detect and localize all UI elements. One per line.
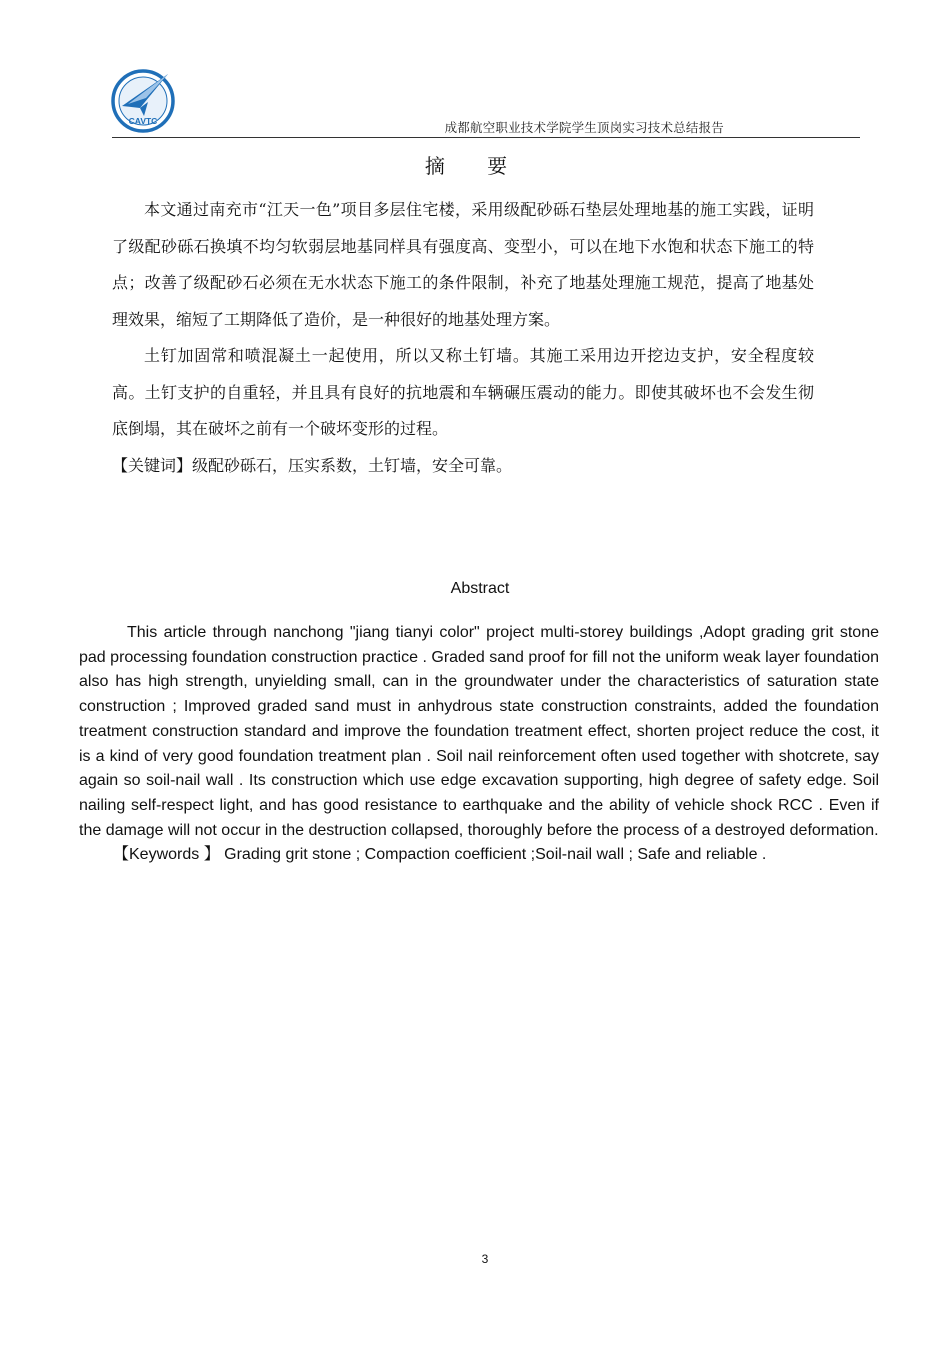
chinese-abstract-title: 摘 要: [424, 154, 526, 178]
english-abstract-title: Abstract: [450, 580, 510, 597]
page-number: 3: [481, 1252, 489, 1266]
header-rule: [112, 137, 860, 138]
header-title: 成都航空职业技术学院学生顶岗实习技术总结报告: [444, 120, 724, 135]
chinese-keywords: 【关键词】级配砂砾石，压实系数，土钉墙，安全可靠。: [112, 455, 513, 475]
logo-text: CAVTC: [128, 116, 158, 126]
english-abstract-paragraph: This article through nanchong "jiang tianyi color" project multi-storey buildings ,Adopt grading grit stone pad processing foundation construction practice . Graded sand proof for fill not the uniform weak layer foundation also has high strength, unyielding small, can in the groundwater under the characteristics of saturation state construction ; Improved graded sand must in anhydrous state construction constraints, added the foundation treatment construction standard and improve the foundation treatment effect, shorten project reduce the cost, it is a kind of very good foundation treatment plan . Soil nail reinforcement often used together with shotcrete, say again so soil-nail wall . Its construction which use edge excavation supporting, high degree of safety edge. Soil nailing self-respect light, and has good resistance to earthquake and the ability of vehicle shock RCC . Even if the damage will not occur in the destruction collapsed, thoroughly before the process of a destroyed deformation.: [79, 624, 879, 839]
english-abstract-body: [79, 621, 879, 868]
institution-logo: [110, 68, 176, 134]
chinese-paragraph-2: 土钉加固常和喷混凝土一起使用，所以又称土钉墙。其施工采用边开挖边支护，安全程度较高。土钉支护的自重轻，并且具有良好的抗地震和车辆碾压震动的能力。即使其破坏也不会发生彻底倒塌，其在破坏之前有一个破坏变形的过程。: [112, 346, 814, 438]
chinese-paragraph-1: 本文通过南充市“江天一色”项目多层住宅楼，采用级配砂砾石垫层处理地基的施工实践，证明了级配砂砾石换填不均匀软弱层地基同样具有强度高、变型小，可以在地下水饱和状态下施工的特点；改善了级配砂石必须在无水状态下施工的条件限制，补充了地基处理施工规范，提高了地基处理效果，缩短了工期降低了造价，是一种很好的地基处理方案。: [112, 200, 814, 329]
chinese-abstract-body: [112, 192, 814, 484]
english-keywords: 【Keywords 】 Grading grit stone ; Compaction coefficient ;Soil-nail wall ; Safe and reliable .: [113, 846, 767, 864]
